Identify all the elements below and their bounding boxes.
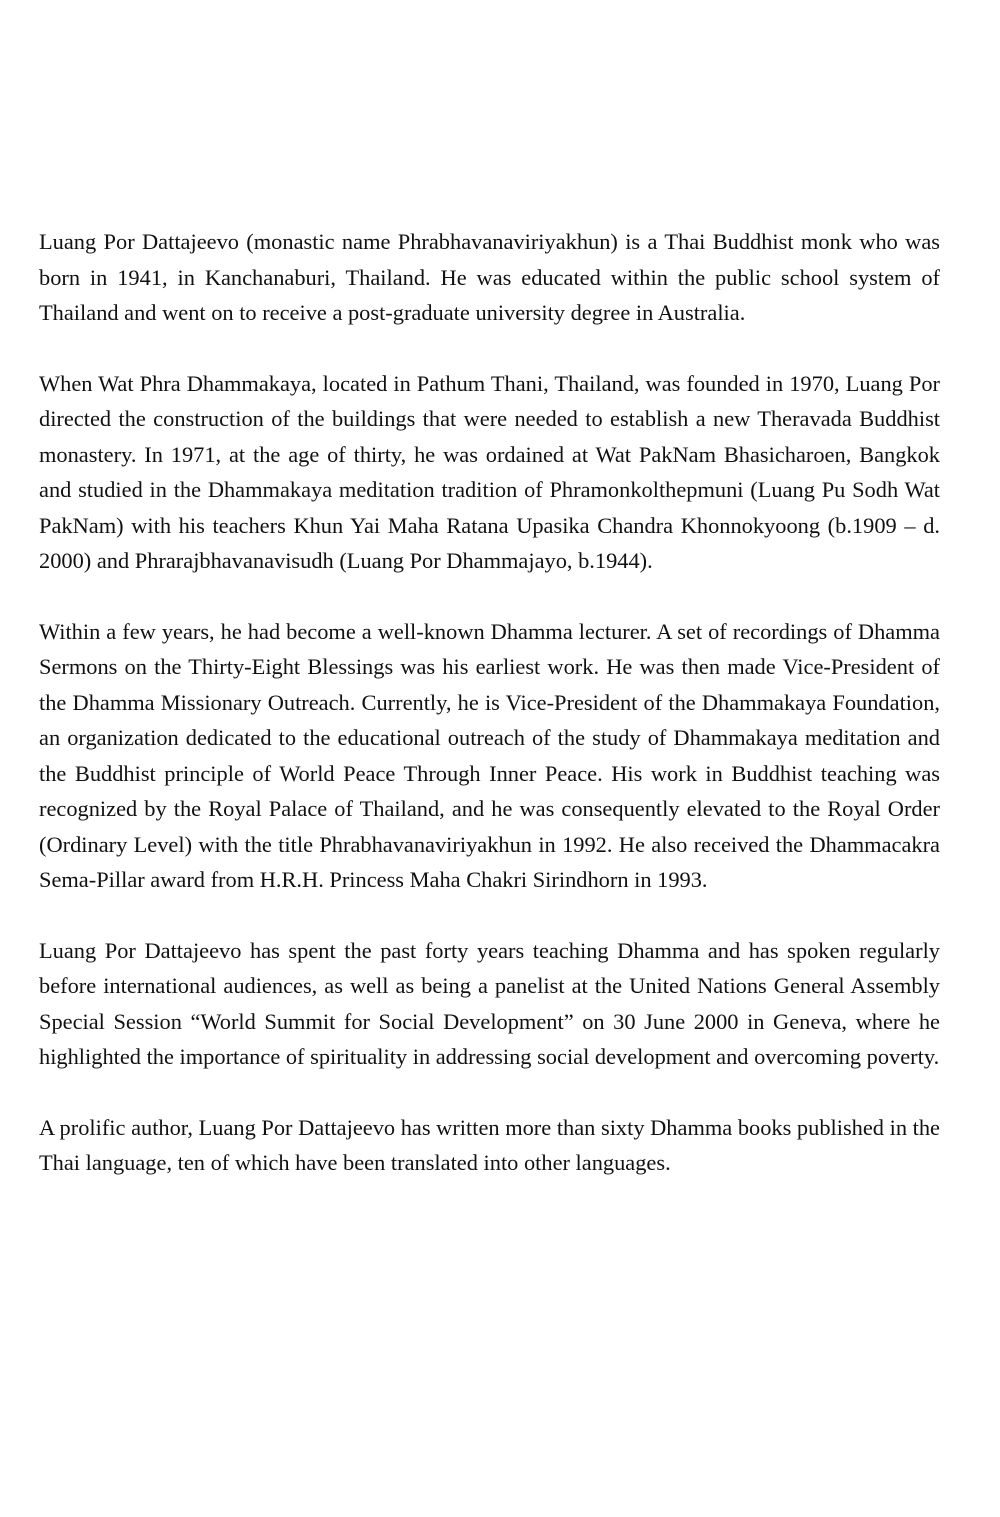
paragraph-author: A prolific author, Luang Por Dattajeevo has written more than sixty Dhamma books published in the Thai language, ten of which have been translated into other languages. xyxy=(39,1114,940,1175)
paragraph-career: Within a few years, he had become a well-known Dhamma lecturer. A set of recordings of Dhamma Sermons on the Thirty-Eight Blessings was his earliest work. He was then made Vice-President of the Dhamma Missionary Outreach. Currently, he is Vice-President of the Dhammakaya Foundation, an organization dedicated to the educational outreach of the study of Dhammakaya meditation and the Buddhist principle of World Peace Through Inner Peace. His work in Buddhist teaching was recognized by the Royal Palace of Thailand, and he was consequently elevated to the Royal Order (Ordinary Level) with the title Phrabhavanaviriyakhun in 1992. He also received the Dhammacakra Sema-Pillar award from H.R.H. Princess Maha Chakri Sirindhorn in 1993. xyxy=(39,618,940,892)
biography-text xyxy=(39,224,940,1181)
paragraph-ordination: When Wat Phra Dhammakaya, located in Pathum Thani, Thailand, was founded in 1970, Luang Por directed the construction of the buildings that were needed to establish a new Theravada Buddhist monastery. In 1971, at the age of thirty, he was ordained at Wat PakNam Bhasicharoen, Bangkok and studied in the Dhammakaya meditation tradition of Phramonkolthepmuni (Luang Pu Sodh Wat PakNam) with his teachers Khun Yai Maha Ratana Upasika Chandra Khonnokyoong (b.1909 – d. 2000) and Phrarajbhavanavisudh (Luang Por Dhammajayo, b.1944). xyxy=(39,370,940,573)
paragraph-early-life: Luang Por Dattajeevo (monastic name Phrabhavanaviriyakhun) is a Thai Buddhist monk who was born in 1941, in Kanchanaburi, Thailand. He was educated within the public school system of Thailand and went on to receive a post-graduate university degree in Australia. xyxy=(39,229,940,325)
paragraph-international: Luang Por Dattajeevo has spent the past forty years teaching Dhamma and has spoken regularly before international audiences, as well as being a panelist at the United Nations General Assembly Special Session “World Summit for Social Development” on 30 June 2000 in Geneva, where he highlighted the importance of spirituality in addressing social development and overcoming poverty. xyxy=(39,937,940,1069)
